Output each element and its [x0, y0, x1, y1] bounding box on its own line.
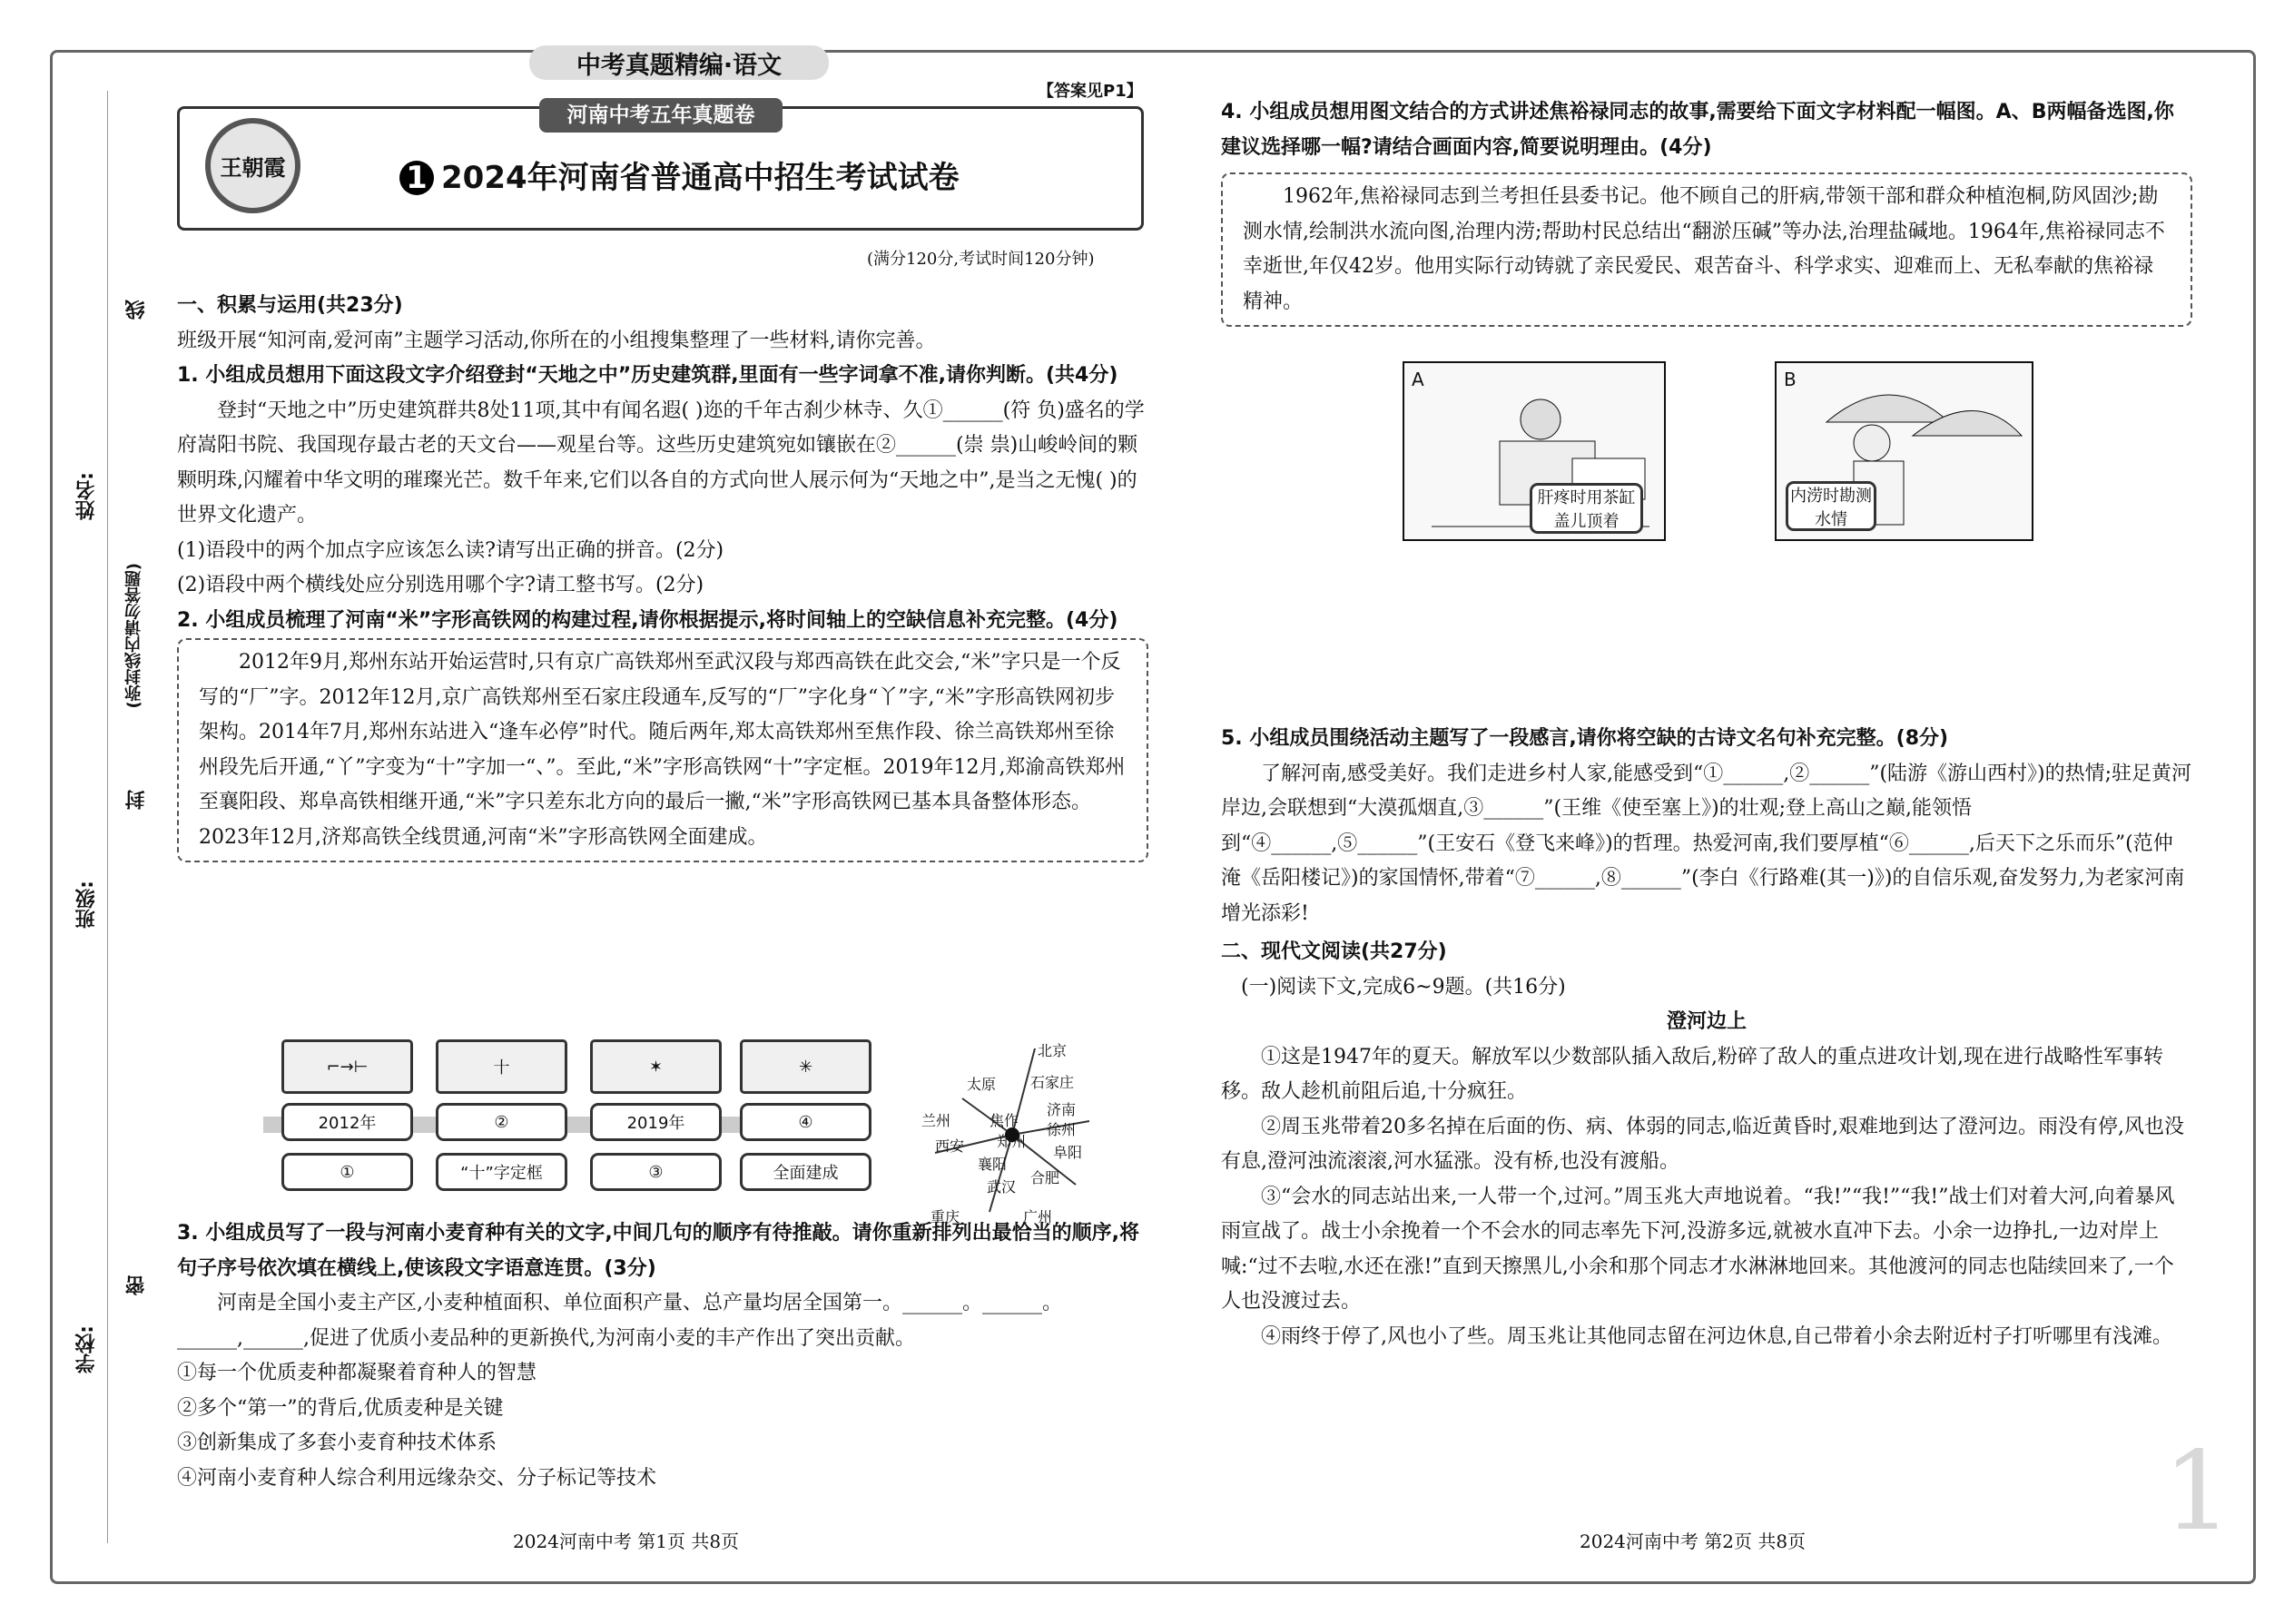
exam-number: 1: [399, 161, 434, 195]
map-label: 广州: [1023, 1208, 1053, 1225]
question-three: 3. 小组成员写了一段与河南小麦育种有关的文字,中间几句的顺序有待推敲。请你重新排列出最恰当的顺序,将句子序号依次填在横线上,使该段文字语意连贯。(3分): [177, 1222, 1140, 1280]
binding-mark-dense: 密: [125, 1275, 148, 1295]
timeline-label: ①: [281, 1153, 413, 1191]
timeline-icon: 十: [436, 1039, 567, 1094]
image-b: [1775, 361, 2033, 541]
section-two: 二、现代文阅读(共27分): [1221, 940, 1447, 963]
rail-map: [921, 1035, 1108, 1230]
binding-mark-seal: 封: [125, 790, 148, 810]
binding-mark-line: 线: [125, 300, 148, 320]
map-label: 西安: [935, 1137, 965, 1155]
reading-title: 澄河边上: [1666, 1010, 1747, 1033]
right-column: [1221, 95, 2192, 327]
left-column: [177, 289, 1148, 862]
map-label: 石家庄: [1030, 1074, 1075, 1091]
map-label: 兰州: [921, 1112, 951, 1129]
map-label: 重庆: [930, 1208, 960, 1225]
reading-paragraph: ④雨终于停了,风也小了些。周玉兆让其他同志留在河边休息,自己带着小余去附近村子打听哪里有浅滩。: [1261, 1324, 2172, 1348]
book-tab: 中考真题精编·语文: [529, 45, 829, 80]
map-label: 合肥: [1030, 1169, 1060, 1186]
publisher-seal: 王朝霞: [205, 118, 300, 213]
question-four: 4. 小组成员想用图文结合的方式讲述焦裕禄同志的故事,需要给下面文字材料配一幅图。A、B两幅备选图,你建议选择哪一幅?请结合画面内容,简要说明理由。(4分): [1221, 101, 2174, 159]
reading-paragraph: ③“会水的同志站出来,一人带一个,过河。”周玉兆大声地说着。“我!”“我!”“我!”战士们对着大河,向着暴风雨宣战了。战士小余挽着一个不会水的同志率先下河,没游多远,就被水直冲下去。小余一边挣扎,一边对岸上喊:“过不去啦,水还在涨!”直到天擦黑儿,小余和那个同志才水淋淋地回来。其他渡河的同志也陆续回来了,一个人也没渡过去。: [1221, 1185, 2175, 1313]
answer-reference: 【答案见P1】: [1038, 82, 1143, 101]
exam-header: [177, 103, 1144, 231]
question-one-b: (2)语段中两个横线处应分别选用哪个字?请工整书写。(2分): [177, 574, 704, 596]
question-one: 1. 小组成员想用下面这段文字介绍登封“天地之中”历史建筑群,里面有一些字词拿不准,请你判断。(共4分): [177, 364, 1118, 387]
class-label: 班级:: [75, 881, 98, 929]
rail-passage: 2012年9月,郑州东站开始运营时,只有京广高铁郑州至武汉段与郑西高铁在此交会,“米”字只是一个反写的“厂”字。2012年12月,京广高铁郑州至石家庄段通车,反写的“厂”字化身“丫”字,“米”字形高铁网初步架构。2014年7月,郑州东站进入“逢车必停”时代。随后两年,郑太高铁郑州至焦作段、徐兰高铁郑州至徐州段先后开通,“丫”字变为“十”字加一“、”。至此,“米”字形高铁网“十”字定框。2019年12月,郑渝高铁郑州至襄阳段、郑阜高铁相继开通,“米”字只差东北方向的最后一撇,“米”字形高铁网已基本具备整体形态。2023年12月,济郑高铁全线贯通,河南“米”字形高铁网全面建成。: [177, 638, 1148, 862]
option: ③创新集成了多套小麦育种技术体系: [177, 1432, 497, 1454]
passage-one: 登封“天地之中”历史建筑群共8处11项,其中有闻名遐( )迩的千年古刹少林寺、久①______(符 负)盛名的学府嵩阳书院、我国现存最古老的天文台——观星台等。这些历史建筑宛如镶嵌在②______(崇 祟)山峻岭间的颗颗明珠,闪耀着中华文明的璀璨光芒。数千年来,它们以各自的方式向世人展示何为“天地之中”,是当之无愧( )的世界文化遗产。: [177, 399, 1145, 527]
timeline-label: 2019年: [590, 1103, 722, 1141]
timeline-label: “十”字定框: [436, 1153, 567, 1191]
timeline-label: 2012年: [281, 1103, 413, 1141]
image-a-caption: 肝疼时用茶缸盖儿顶着: [1530, 483, 1643, 534]
right-footer: 2024河南中考 第2页 共8页: [1580, 1530, 1807, 1552]
passage-three: 河南是全国小麦主产区,小麦种植面积、单位面积产量、总产量均居全国第一。______。______。______,______,促进了优质小麦品种的更新换代,为河南小麦的丰产作出了突出贡献。: [177, 1292, 1062, 1350]
question-five: 5. 小组成员围绕活动主题写了一段感言,请你将空缺的古诗文名句补充完整。(8分): [1221, 727, 1949, 750]
question-two: 2. 小组成员梳理了河南“米”字形高铁网的构建过程,请你根据提示,将时间轴上的空缺信息补充完整。(4分): [177, 608, 1118, 632]
binding-line: [107, 91, 108, 1543]
option: ①每一个优质麦种都凝聚着育种人的智慧: [177, 1362, 537, 1384]
map-label: 焦作: [989, 1112, 1019, 1129]
timeline-icon: ⌐→⊢: [281, 1039, 413, 1094]
timeline-icon: ✶: [590, 1039, 722, 1094]
map-label: 徐州: [1047, 1121, 1077, 1138]
map-label: 太原: [967, 1076, 997, 1093]
map-label: 北京: [1038, 1042, 1068, 1059]
exam-series: 河南中考五年真题卷: [539, 98, 783, 133]
jiao-passage: 1962年,焦裕禄同志到兰考担任县委书记。他不顾自己的肝病,带领干部和群众种植泡桐,防风固沙;勘测水情,绘制洪水流向图,治理内涝;帮助村民总结出“翻淤压碱”等办法,治理盐碱地。1964年,焦裕禄同志不幸逝世,年仅42岁。他用实际行动铸就了亲民爱民、艰苦奋斗、科学求实、迎难而上、无私奉献的焦裕禄精神。: [1221, 172, 2192, 327]
section-one: 一、积累与运用(共23分): [177, 294, 403, 317]
image-a: [1403, 361, 1666, 541]
image-b-caption: 内涝时勘测水情: [1786, 481, 1876, 531]
binding-note: (弥封线内请勿答题): [124, 563, 143, 709]
reading-paragraph: ①这是1947年的夏天。解放军以少数部队插入敌后,粉碎了敌人的重点进攻计划,现在进行战略性军事转移。敌人趁机前阻后追,十分疯狂。: [1221, 1045, 2163, 1103]
school-label: 学校:: [75, 1325, 98, 1373]
exam-meta: (满分120分,考试时间120分钟): [867, 250, 1095, 269]
page-number: 1: [2162, 1429, 2232, 1555]
timeline-label: ②: [436, 1103, 567, 1141]
map-label: 武汉: [987, 1178, 1017, 1196]
option: ②多个“第一”的背后,优质麦种是关键: [177, 1396, 504, 1420]
left-footer: 2024河南中考 第1页 共8页: [513, 1530, 740, 1552]
poetry-fill: 了解河南,感受美好。我们走进乡村人家,能感受到“①______,②______”(陆游《游山西村》)的热情;驻足黄河岸边,会联想到“大漠孤烟直,③______”(王维《使至塞上》)的壮观;登上高山之巅,能领悟到“④______,⑤______”(王安石《登飞来峰》)的哲理。热爱河南,我们要厚植“⑥______,后天下之乐而乐”(范仲淹《岳阳楼记》)的家国情怀,带着“⑦______,⑧______”(李白《行路难(其一)》)的自信乐观,奋发努力,为老家河南增光添彩!: [1221, 762, 2192, 925]
exam-title: 1 2024年河南省普通高中招生考试试卷: [399, 153, 960, 197]
map-label: 济南: [1047, 1101, 1077, 1118]
image-a-label: A: [1412, 369, 1424, 390]
intro: 班级开展“知河南,爱河南”主题学习活动,你所在的小组搜集整理了一些材料,请你完善。: [177, 329, 936, 352]
timeline-label: 全面建成: [740, 1153, 871, 1191]
option: ④河南小麦育种人综合利用远缘杂交、分子标记等技术: [177, 1466, 657, 1490]
timeline: [281, 1039, 871, 1194]
timeline-label: ③: [590, 1153, 722, 1191]
question-one-a: (1)语段中的两个加点字应该怎么读?请写出正确的拼音。(2分): [177, 538, 724, 562]
timeline-label: ④: [740, 1103, 871, 1141]
map-label: 襄阳: [978, 1156, 1008, 1173]
reading-paragraph: ②周玉兆带着20多名掉在后面的伤、病、体弱的同志,临近黄昏时,艰难地到达了澄河边。雨没有停,风也没有息,澄河浊流滚滚,河水猛涨。没有桥,也没有渡船。: [1221, 1115, 2184, 1173]
right-lower: [1221, 722, 2192, 1354]
image-b-label: B: [1784, 369, 1797, 390]
reading-instruction: (一)阅读下文,完成6~9题。(共16分): [1241, 975, 1566, 999]
map-label: 阜阳: [1053, 1144, 1083, 1161]
name-label: 姓名:: [75, 472, 98, 520]
timeline-icon: ✳: [740, 1039, 871, 1094]
map-label: 郑州: [997, 1133, 1027, 1150]
question-three-block: [177, 1216, 1148, 1496]
